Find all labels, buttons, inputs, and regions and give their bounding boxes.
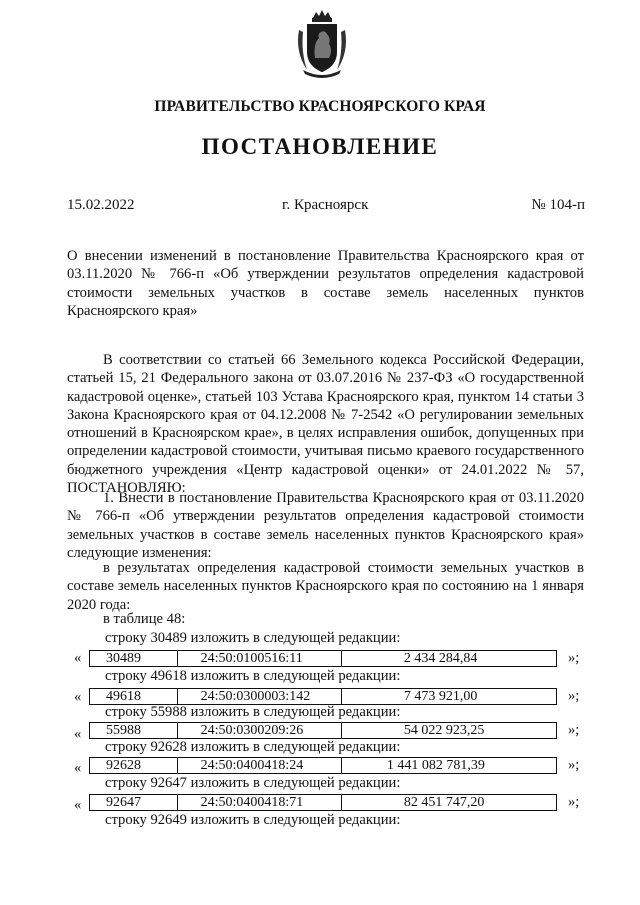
table-row xyxy=(89,650,557,667)
cadastral-value: 1 441 082 781,39 xyxy=(386,758,485,773)
document-date: 15.02.2022 xyxy=(67,197,135,213)
item-1-paragraph: 1. Внести в постановление Правительства Красноярского края от 03.11.2020 № 766-п «Об утверждении результатов определения кадастровой стоимости земельных участков в составе земель населенных пунктов Красноярского края» следующие изменения: xyxy=(67,490,584,561)
table-intro: в таблице 48: xyxy=(103,611,186,627)
cadastral-number: 24:50:0300003:142 xyxy=(178,689,342,704)
cadastral-number: 24:50:0400418:71 xyxy=(178,795,342,810)
row-number: 92628 xyxy=(90,758,178,773)
quote-open: « xyxy=(74,689,82,705)
cadastral-number: 24:50:0400418:24 xyxy=(178,758,342,773)
row-label: строку 30489 изложить в следующей редакции: xyxy=(105,630,401,646)
cadastral-value: 2 434 284,84 xyxy=(403,651,478,666)
quote-open: « xyxy=(74,650,82,666)
quote-close: »; xyxy=(568,650,580,666)
row-label: строку 92647 изложить в следующей редакции: xyxy=(105,775,401,791)
row-label: строку 49618 изложить в следующей редакции: xyxy=(105,668,401,684)
table-row xyxy=(89,794,557,811)
document-number: № 104-п xyxy=(531,197,585,213)
row-label: строку 92649 изложить в следующей редакции: xyxy=(105,812,401,828)
document-type: ПОСТАНОВЛЕНИЕ xyxy=(201,134,439,159)
table-row xyxy=(89,722,557,739)
quote-open: « xyxy=(74,760,82,776)
row-number: 92647 xyxy=(90,795,178,810)
quote-close: »; xyxy=(568,794,580,810)
government-title: ПРАВИТЕЛЬСТВО КРАСНОЯРСКОГО КРАЯ xyxy=(154,98,486,115)
cadastral-number: 24:50:0300209:26 xyxy=(178,723,342,738)
row-number: 30489 xyxy=(90,651,178,666)
results-intro-paragraph: в результатах определения кадастровой стоимости земельных участков в составе земель населенных пунктов Красноярского края по состоянию на 1 января 2020 года: xyxy=(67,560,584,613)
cadastral-value: 54 022 923,25 xyxy=(403,723,485,738)
row-label: строку 92628 изложить в следующей редакции: xyxy=(105,739,401,755)
cadastral-number: 24:50:0100516:11 xyxy=(178,651,342,666)
preamble-paragraph: В соответствии со статьей 66 Земельного кодекса Российской Федерации, статьей 15, 21 Федерального закона от 03.07.2016 № 237-ФЗ «О государственной кадастровой оценке», статьей 103 Устава Красноярского края, пунктом 14 статьи 3 Закона Красноярского края от 04.12.2008 № 7-2542 «О регулировании земельных отношений в Красноярском крае», в целях исправления ошибок, допущенных при определении кадастровой стоимости, учитывая письмо краевого государственного бюджетного учреждения «Центр кадастровой оценки» от 24.01.2022 № 57, ПОСТАНОВЛЯЮ: xyxy=(67,352,584,497)
document-subject: О внесении изменений в постановление Правительства Красноярского края от 03.11.2020 № 766-п «Об утверждении результатов определения кадастровой стоимости земельных участков в составе земель населенных пунктов Красноярского края» xyxy=(67,248,584,319)
quote-close: »; xyxy=(568,688,580,704)
quote-close: »; xyxy=(568,722,580,738)
document-city: г. Красноярск xyxy=(282,197,369,213)
quote-open: « xyxy=(74,797,82,813)
cadastral-value: 82 451 747,20 xyxy=(403,795,485,810)
row-label: строку 55988 изложить в следующей редакции: xyxy=(105,704,401,720)
table-row xyxy=(89,688,557,705)
row-number: 55988 xyxy=(90,723,178,738)
krasnoyarsk-coat-of-arms-icon xyxy=(293,8,351,80)
quote-open: « xyxy=(74,726,82,742)
cadastral-value: 7 473 921,00 xyxy=(403,689,478,704)
table-row xyxy=(89,757,557,774)
row-number: 49618 xyxy=(90,689,178,704)
quote-close: »; xyxy=(568,757,580,773)
